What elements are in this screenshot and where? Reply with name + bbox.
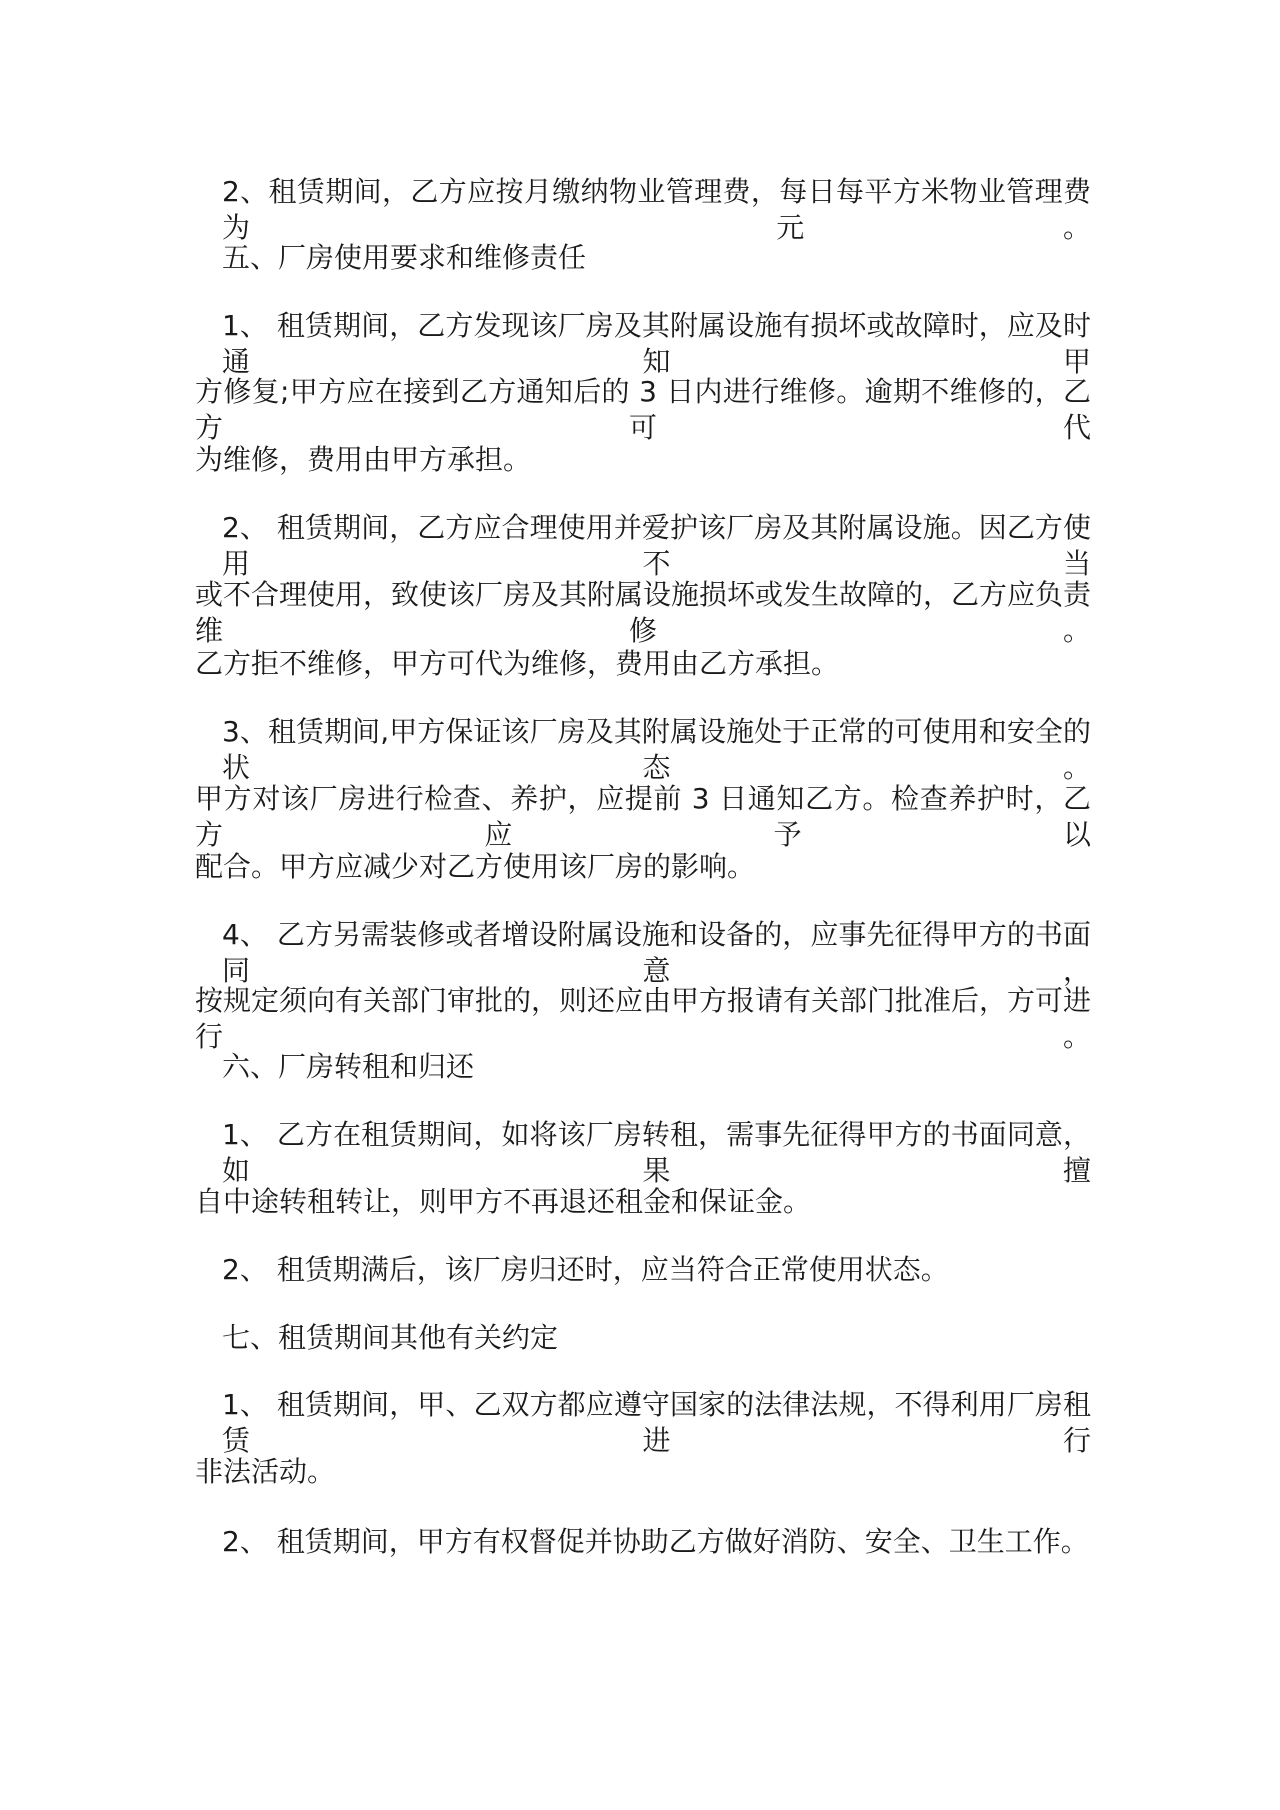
- paragraph-line: 非法活动。: [195, 1455, 336, 1488]
- paragraph-line: 1、 租赁期间，乙方发现该厂房及其附属设施有损坏或故障时，应及时通知甲: [222, 309, 1091, 378]
- section-heading: 五、厂房使用要求和维修责任: [222, 241, 587, 274]
- paragraph-line: 2、 租赁期间，乙方应合理使用并爱护该厂房及其附属设施。因乙方使用不当: [222, 511, 1091, 580]
- paragraph-line: 2、 租赁期间，甲方有权督促并协助乙方做好消防、安全、卫生工作。: [222, 1525, 1089, 1558]
- section-heading: 六、厂房转租和归还: [222, 1050, 475, 1083]
- paragraph-line: 配合。甲方应减少对乙方使用该厂房的影响。: [195, 850, 756, 883]
- paragraph-line: 2、 租赁期满后，该厂房归还时，应当符合正常使用状态。: [222, 1253, 949, 1286]
- paragraph-line: 1、 租赁期间，甲、乙双方都应遵守国家的法律法规，不得利用厂房租赁进行: [222, 1388, 1091, 1457]
- paragraph-line: 甲方对该厂房进行检查、养护，应提前 3 日通知乙方。检查养护时，乙方应予以: [195, 782, 1091, 851]
- paragraph-line: 1、 乙方在租赁期间，如将该厂房转租，需事先征得甲方的书面同意，如果擅: [222, 1118, 1091, 1187]
- paragraph-line: 方修复;甲方应在接到乙方通知后的 3 日内进行维修。逾期不维修的，乙方可代: [195, 375, 1091, 444]
- paragraph-line: 4、 乙方另需装修或者增设附属设施和设备的，应事先征得甲方的书面同意，: [222, 918, 1091, 987]
- paragraph-line: 为维修，费用由甲方承担。: [195, 443, 532, 476]
- paragraph-line: 按规定须向有关部门审批的，则还应由甲方报请有关部门批准后，方可进行。: [195, 984, 1092, 1053]
- paragraph-line: 2、租赁期间，乙方应按月缴纳物业管理费，每日每平方米物业管理费为 元。: [222, 175, 1091, 244]
- paragraph-line: 或不合理使用，致使该厂房及其附属设施损坏或发生故障的，乙方应负责维修。: [195, 578, 1092, 647]
- paragraph-line: 乙方拒不维修，甲方可代为维修，费用由乙方承担。: [195, 647, 840, 680]
- paragraph-line: 自中途转租转让，则甲方不再退还租金和保证金。: [195, 1185, 812, 1218]
- section-heading: 七、租赁期间其他有关约定: [222, 1321, 559, 1354]
- paragraph-line: 3、租赁期间,甲方保证该厂房及其附属设施处于正常的可使用和安全的状态。: [222, 715, 1091, 784]
